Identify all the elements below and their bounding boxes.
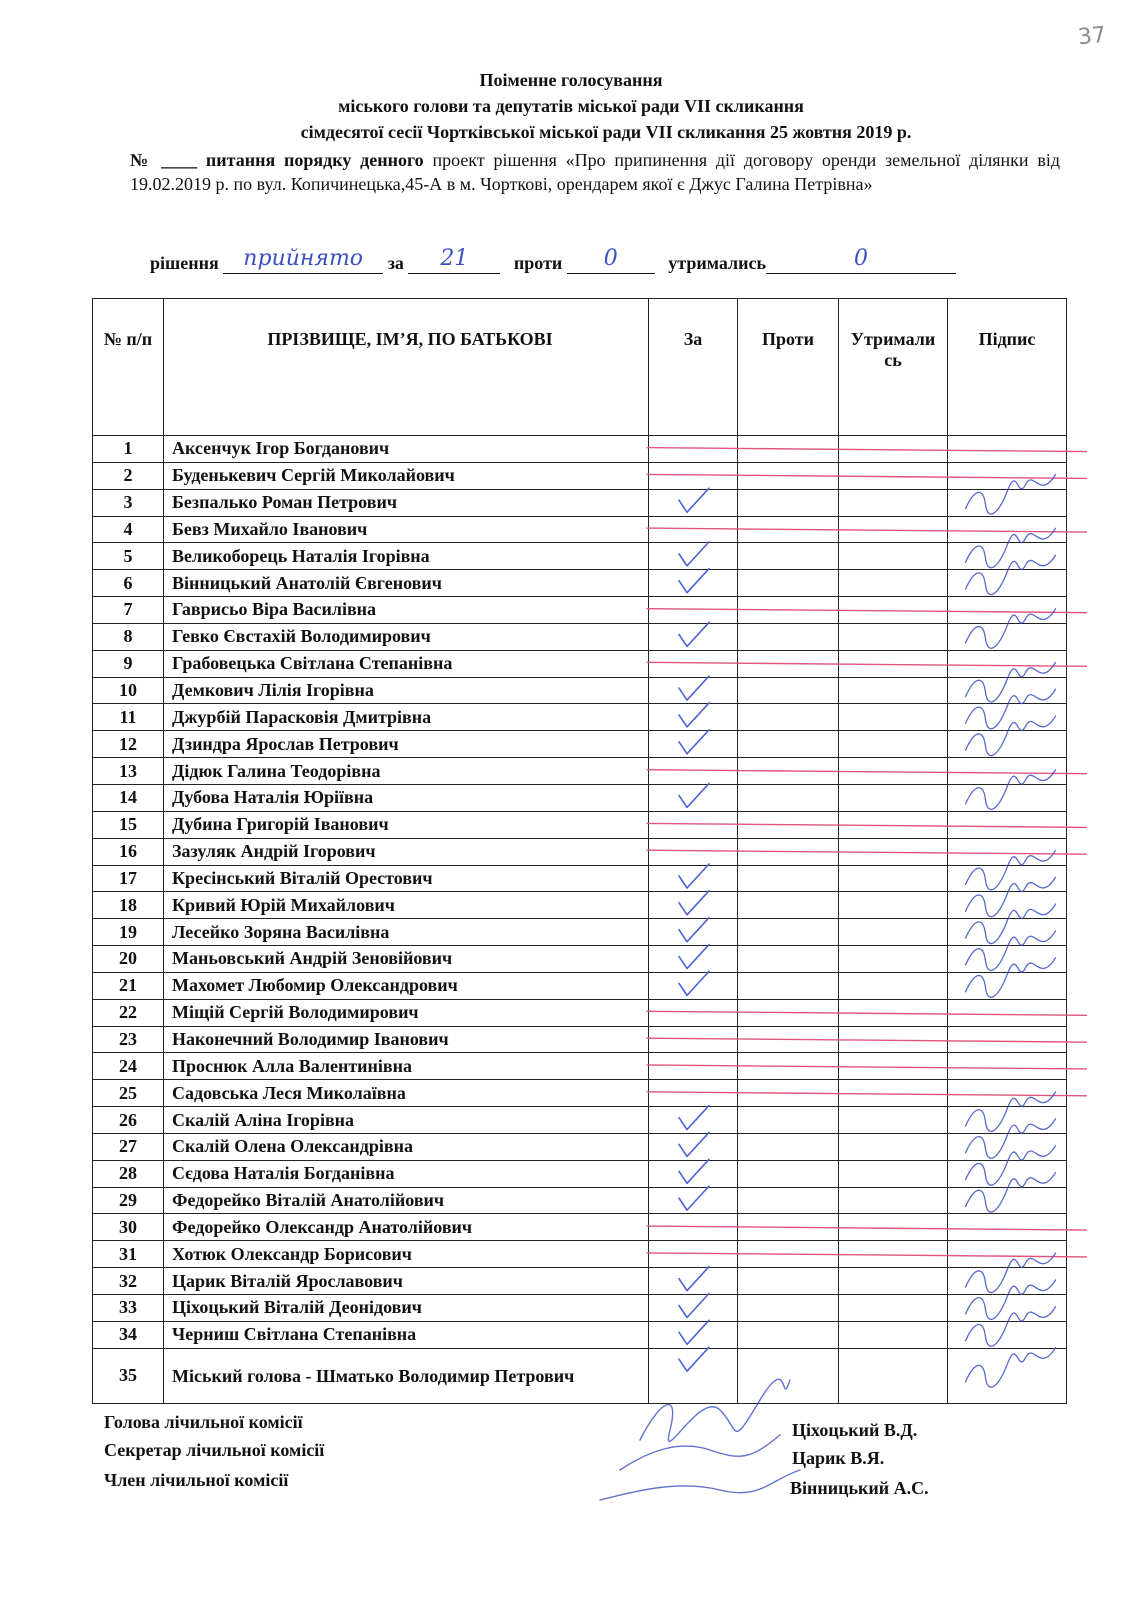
row-for-cell bbox=[649, 972, 738, 999]
table-row bbox=[93, 946, 1067, 973]
row-against-cell bbox=[738, 1295, 839, 1322]
row-abstained-cell bbox=[839, 570, 948, 597]
row-number: 32 bbox=[93, 1268, 164, 1295]
row-signature-cell bbox=[948, 865, 1067, 892]
row-for-cell bbox=[649, 570, 738, 597]
row-for-cell bbox=[649, 1187, 738, 1214]
row-name: Дідюк Галина Теодорівна bbox=[164, 758, 649, 785]
against-count-field bbox=[567, 246, 655, 274]
row-against-cell bbox=[738, 838, 839, 865]
table-row bbox=[93, 892, 1067, 919]
row-number: 16 bbox=[93, 838, 164, 865]
table-row bbox=[93, 516, 1067, 543]
abstained-count-field bbox=[766, 246, 956, 274]
table-row bbox=[93, 1214, 1067, 1241]
row-abstained-cell bbox=[839, 1187, 948, 1214]
row-number: 12 bbox=[93, 731, 164, 758]
row-name: Міщій Сергій Володимирович bbox=[164, 999, 649, 1026]
row-against-cell bbox=[738, 1080, 839, 1107]
row-signature-cell bbox=[948, 838, 1067, 865]
row-signature-cell bbox=[948, 731, 1067, 758]
row-abstained-cell bbox=[839, 731, 948, 758]
row-for-cell bbox=[649, 1241, 738, 1268]
row-name: Вінницький Анатолій Євгенович bbox=[164, 570, 649, 597]
row-name: Джурбій Парасковія Дмитрівна bbox=[164, 704, 649, 731]
row-abstained-cell bbox=[839, 972, 948, 999]
table-row bbox=[93, 784, 1067, 811]
row-for-cell bbox=[649, 489, 738, 516]
row-signature-cell bbox=[948, 623, 1067, 650]
row-number: 25 bbox=[93, 1080, 164, 1107]
row-for-cell bbox=[649, 1107, 738, 1134]
header-num: № п/п bbox=[93, 299, 164, 436]
row-signature-cell bbox=[948, 1026, 1067, 1053]
row-abstained-cell bbox=[839, 838, 948, 865]
row-name: Гевко Євстахій Володимирович bbox=[164, 623, 649, 650]
row-number: 1 bbox=[93, 436, 164, 463]
commission-secretary-label: Секретар лічильної комісії bbox=[104, 1440, 325, 1460]
row-against-cell bbox=[738, 570, 839, 597]
row-for-cell bbox=[649, 811, 738, 838]
row-for-cell bbox=[649, 1268, 738, 1295]
vote-table-body bbox=[93, 436, 1067, 1404]
row-against-cell bbox=[738, 543, 839, 570]
table-row bbox=[93, 1348, 1067, 1403]
row-number: 14 bbox=[93, 784, 164, 811]
row-signature-cell bbox=[948, 1107, 1067, 1134]
table-row bbox=[93, 623, 1067, 650]
row-signature-cell bbox=[948, 892, 1067, 919]
table-row bbox=[93, 1268, 1067, 1295]
row-abstained-cell bbox=[839, 1295, 948, 1322]
row-name: Дубина Григорій Іванович bbox=[164, 811, 649, 838]
row-signature-cell bbox=[948, 946, 1067, 973]
row-for-cell bbox=[649, 946, 738, 973]
row-signature-cell bbox=[948, 919, 1067, 946]
row-signature-cell bbox=[948, 1080, 1067, 1107]
row-signature-cell bbox=[948, 704, 1067, 731]
row-name: Лесейко Зоряна Василівна bbox=[164, 919, 649, 946]
row-signature-cell bbox=[948, 516, 1067, 543]
row-against-cell bbox=[738, 1160, 839, 1187]
row-for-cell bbox=[649, 677, 738, 704]
row-for-cell bbox=[649, 1214, 738, 1241]
row-number: 2 bbox=[93, 462, 164, 489]
header-name: ПРІЗВИЩЕ, ІМ’Я, ПО БАТЬКОВІ bbox=[164, 299, 649, 436]
row-abstained-cell bbox=[839, 1214, 948, 1241]
row-signature-cell bbox=[948, 1241, 1067, 1268]
abstained-label: утримались bbox=[668, 253, 766, 273]
row-against-cell bbox=[738, 784, 839, 811]
row-for-cell bbox=[649, 1321, 738, 1348]
row-against-cell bbox=[738, 1026, 839, 1053]
table-row bbox=[93, 1080, 1067, 1107]
row-number: 21 bbox=[93, 972, 164, 999]
table-row bbox=[93, 1295, 1067, 1322]
row-against-cell bbox=[738, 946, 839, 973]
row-against-cell bbox=[738, 758, 839, 785]
for-count: 21 bbox=[440, 246, 469, 271]
row-abstained-cell bbox=[839, 623, 948, 650]
table-row bbox=[93, 1187, 1067, 1214]
header-against: Проти bbox=[738, 299, 839, 436]
row-name: Великоборець Наталія Ігорівна bbox=[164, 543, 649, 570]
row-number: 9 bbox=[93, 650, 164, 677]
row-number: 11 bbox=[93, 704, 164, 731]
row-name: Федорейко Олександр Анатолійович bbox=[164, 1214, 649, 1241]
signature-icon bbox=[620, 1435, 780, 1470]
commission-member-name: Вінницький А.С. bbox=[790, 1478, 929, 1498]
row-signature-cell bbox=[948, 999, 1067, 1026]
row-against-cell bbox=[738, 1348, 839, 1403]
table-row bbox=[93, 543, 1067, 570]
row-against-cell bbox=[738, 462, 839, 489]
row-abstained-cell bbox=[839, 811, 948, 838]
row-against-cell bbox=[738, 436, 839, 463]
row-against-cell bbox=[738, 972, 839, 999]
document-title: Поіменне голосування bbox=[479, 70, 663, 90]
row-against-cell bbox=[738, 811, 839, 838]
row-number: 3 bbox=[93, 489, 164, 516]
table-row bbox=[93, 1026, 1067, 1053]
row-name: Федорейко Віталій Анатолійович bbox=[164, 1187, 649, 1214]
row-abstained-cell bbox=[839, 1053, 948, 1080]
table-row bbox=[93, 489, 1067, 516]
row-for-cell bbox=[649, 1295, 738, 1322]
row-number: 26 bbox=[93, 1107, 164, 1134]
row-name: Аксенчук Ігор Богданович bbox=[164, 436, 649, 463]
row-for-cell bbox=[649, 758, 738, 785]
row-number: 5 bbox=[93, 543, 164, 570]
table-row bbox=[93, 838, 1067, 865]
table-row bbox=[93, 1107, 1067, 1134]
row-against-cell bbox=[738, 731, 839, 758]
table-row bbox=[93, 462, 1067, 489]
table-row bbox=[93, 650, 1067, 677]
row-for-cell bbox=[649, 597, 738, 624]
row-against-cell bbox=[738, 865, 839, 892]
row-for-cell bbox=[649, 436, 738, 463]
row-number: 15 bbox=[93, 811, 164, 838]
row-name: Бевз Михайло Іванович bbox=[164, 516, 649, 543]
decision-result: прийнято bbox=[243, 246, 364, 271]
row-number: 27 bbox=[93, 1133, 164, 1160]
row-name: Черниш Світлана Степанівна bbox=[164, 1321, 649, 1348]
row-against-cell bbox=[738, 1214, 839, 1241]
row-number: 6 bbox=[93, 570, 164, 597]
row-signature-cell bbox=[948, 811, 1067, 838]
table-row bbox=[93, 1321, 1067, 1348]
row-abstained-cell bbox=[839, 1080, 948, 1107]
decision-result-field bbox=[223, 246, 383, 274]
row-abstained-cell bbox=[839, 1026, 948, 1053]
commission-chair-label: Голова лічильної комісії bbox=[104, 1412, 303, 1432]
row-for-cell bbox=[649, 892, 738, 919]
row-signature-cell bbox=[948, 597, 1067, 624]
row-name: Махомет Любомир Олександрович bbox=[164, 972, 649, 999]
row-number: 4 bbox=[93, 516, 164, 543]
row-against-cell bbox=[738, 489, 839, 516]
row-abstained-cell bbox=[839, 462, 948, 489]
row-abstained-cell bbox=[839, 946, 948, 973]
against-count: 0 bbox=[603, 246, 618, 271]
row-name: Міський голова - Шматько Володимир Петрович bbox=[164, 1348, 649, 1403]
commission-chair-name: Ціхоцький В.Д. bbox=[792, 1420, 918, 1440]
vote-table bbox=[92, 298, 1067, 1404]
row-name: Хотюк Олександр Борисович bbox=[164, 1241, 649, 1268]
row-against-cell bbox=[738, 1107, 839, 1134]
row-abstained-cell bbox=[839, 650, 948, 677]
agenda-item-text: проект рішення «Про припинення дії договору оренди земельної ділянки від 19.02.2019 р. по вул. Копичинецька,45-А в м. Чорткові, орендарем якої є Джус Галина Петрівна» bbox=[130, 150, 1060, 194]
row-signature-cell bbox=[948, 1214, 1067, 1241]
row-number: 30 bbox=[93, 1214, 164, 1241]
row-abstained-cell bbox=[839, 999, 948, 1026]
row-for-cell bbox=[649, 919, 738, 946]
row-number: 20 bbox=[93, 946, 164, 973]
commission-secretary-name: Царик В.Я. bbox=[792, 1448, 885, 1468]
row-for-cell bbox=[649, 623, 738, 650]
row-for-cell bbox=[649, 1080, 738, 1107]
row-for-cell bbox=[649, 865, 738, 892]
row-name: Дзиндра Ярослав Петрович bbox=[164, 731, 649, 758]
row-abstained-cell bbox=[839, 436, 948, 463]
row-against-cell bbox=[738, 999, 839, 1026]
row-for-cell bbox=[649, 1053, 738, 1080]
row-number: 24 bbox=[93, 1053, 164, 1080]
row-signature-cell bbox=[948, 1295, 1067, 1322]
row-name: Дубова Наталія Юріївна bbox=[164, 784, 649, 811]
row-abstained-cell bbox=[839, 543, 948, 570]
row-name: Демкович Лілія Ігорівна bbox=[164, 677, 649, 704]
signature-icon bbox=[600, 1470, 800, 1500]
row-signature-cell bbox=[948, 1268, 1067, 1295]
row-for-cell bbox=[649, 704, 738, 731]
row-signature-cell bbox=[948, 677, 1067, 704]
row-for-cell bbox=[649, 1133, 738, 1160]
table-row bbox=[93, 1241, 1067, 1268]
row-name: Зазуляк Андрій Ігорович bbox=[164, 838, 649, 865]
table-row bbox=[93, 972, 1067, 999]
row-signature-cell bbox=[948, 570, 1067, 597]
row-name: Садовська Леся Миколаївна bbox=[164, 1080, 649, 1107]
table-row bbox=[93, 597, 1067, 624]
row-against-cell bbox=[738, 892, 839, 919]
row-against-cell bbox=[738, 1187, 839, 1214]
table-header-row bbox=[93, 299, 1067, 436]
row-signature-cell bbox=[948, 972, 1067, 999]
row-name: Грабовецька Світлана Степанівна bbox=[164, 650, 649, 677]
row-signature-cell bbox=[948, 650, 1067, 677]
for-count-field bbox=[408, 246, 500, 274]
row-for-cell bbox=[649, 516, 738, 543]
row-number: 8 bbox=[93, 623, 164, 650]
row-abstained-cell bbox=[839, 1241, 948, 1268]
row-signature-cell bbox=[948, 462, 1067, 489]
row-signature-cell bbox=[948, 436, 1067, 463]
row-abstained-cell bbox=[839, 758, 948, 785]
row-against-cell bbox=[738, 516, 839, 543]
row-signature-cell bbox=[948, 1348, 1067, 1403]
table-row bbox=[93, 811, 1067, 838]
row-for-cell bbox=[649, 462, 738, 489]
row-name: Царик Віталій Ярославович bbox=[164, 1268, 649, 1295]
row-abstained-cell bbox=[839, 892, 948, 919]
header-abstained: Утримались bbox=[839, 299, 948, 436]
row-name: Скалій Олена Олександрівна bbox=[164, 1133, 649, 1160]
row-name: Кресінський Віталій Орестович bbox=[164, 865, 649, 892]
row-number: 19 bbox=[93, 919, 164, 946]
row-against-cell bbox=[738, 1241, 839, 1268]
decision-line bbox=[150, 246, 956, 274]
row-name: Маньовський Андрій Зеновійович bbox=[164, 946, 649, 973]
row-against-cell bbox=[738, 1321, 839, 1348]
row-number: 31 bbox=[93, 1241, 164, 1268]
row-against-cell bbox=[738, 919, 839, 946]
row-for-cell bbox=[649, 784, 738, 811]
row-abstained-cell bbox=[839, 704, 948, 731]
table-row bbox=[93, 758, 1067, 785]
row-for-cell bbox=[649, 1026, 738, 1053]
row-abstained-cell bbox=[839, 1348, 948, 1403]
row-abstained-cell bbox=[839, 1160, 948, 1187]
against-label: проти bbox=[513, 253, 563, 273]
document-subtitle: міського голови та депутатів міської ради VII скликання bbox=[338, 96, 804, 116]
table-row bbox=[93, 1133, 1067, 1160]
row-number: 18 bbox=[93, 892, 164, 919]
table-row bbox=[93, 1053, 1067, 1080]
row-signature-cell bbox=[948, 489, 1067, 516]
row-signature-cell bbox=[948, 784, 1067, 811]
table-row bbox=[93, 999, 1067, 1026]
row-for-cell bbox=[649, 838, 738, 865]
row-abstained-cell bbox=[839, 516, 948, 543]
table-row bbox=[93, 919, 1067, 946]
for-label: за bbox=[387, 253, 404, 273]
row-abstained-cell bbox=[839, 919, 948, 946]
row-name: Безпалько Роман Петрович bbox=[164, 489, 649, 516]
row-number: 35 bbox=[93, 1348, 164, 1403]
table-row bbox=[93, 865, 1067, 892]
table-row bbox=[93, 704, 1067, 731]
abstained-count: 0 bbox=[854, 246, 868, 271]
header-for: За bbox=[649, 299, 738, 436]
row-for-cell bbox=[649, 543, 738, 570]
table-row bbox=[93, 731, 1067, 758]
row-signature-cell bbox=[948, 543, 1067, 570]
row-against-cell bbox=[738, 677, 839, 704]
row-number: 22 bbox=[93, 999, 164, 1026]
row-against-cell bbox=[738, 1133, 839, 1160]
row-for-cell bbox=[649, 650, 738, 677]
row-abstained-cell bbox=[839, 1107, 948, 1134]
row-signature-cell bbox=[948, 758, 1067, 785]
row-for-cell bbox=[649, 999, 738, 1026]
row-number: 7 bbox=[93, 597, 164, 624]
row-name: Кривий Юрій Михайлович bbox=[164, 892, 649, 919]
row-against-cell bbox=[738, 704, 839, 731]
agenda-item-prefix: № ____ питання порядку денного bbox=[130, 150, 424, 170]
row-name: Гаврисьо Віра Василівна bbox=[164, 597, 649, 624]
row-for-cell bbox=[649, 1348, 738, 1403]
row-signature-cell bbox=[948, 1321, 1067, 1348]
row-against-cell bbox=[738, 1268, 839, 1295]
header-signature: Підпис bbox=[948, 299, 1067, 436]
row-name: Ціхоцький Віталій Деонідович bbox=[164, 1295, 649, 1322]
row-abstained-cell bbox=[839, 1321, 948, 1348]
table-row bbox=[93, 677, 1067, 704]
row-name: Сєдова Наталія Богданівна bbox=[164, 1160, 649, 1187]
row-against-cell bbox=[738, 650, 839, 677]
row-abstained-cell bbox=[839, 865, 948, 892]
commission-member-label: Член лічильної комісії bbox=[104, 1470, 289, 1490]
row-name: Скалій Аліна Ігорівна bbox=[164, 1107, 649, 1134]
row-abstained-cell bbox=[839, 784, 948, 811]
row-abstained-cell bbox=[839, 1133, 948, 1160]
row-abstained-cell bbox=[839, 677, 948, 704]
table-row bbox=[93, 570, 1067, 597]
decision-label: рішення bbox=[150, 253, 219, 273]
session-line: сімдесятої сесії Чортківської міської ради VII скликання 25 жовтня 2019 р. bbox=[300, 122, 912, 142]
row-number: 34 bbox=[93, 1321, 164, 1348]
row-signature-cell bbox=[948, 1160, 1067, 1187]
table-row bbox=[93, 1160, 1067, 1187]
row-signature-cell bbox=[948, 1133, 1067, 1160]
row-number: 29 bbox=[93, 1187, 164, 1214]
page-number: 37 bbox=[1076, 22, 1108, 51]
row-number: 28 bbox=[93, 1160, 164, 1187]
row-for-cell bbox=[649, 1160, 738, 1187]
row-number: 23 bbox=[93, 1026, 164, 1053]
row-name: Проснюк Алла Валентинівна bbox=[164, 1053, 649, 1080]
row-name: Наконечний Володимир Іванович bbox=[164, 1026, 649, 1053]
row-abstained-cell bbox=[839, 489, 948, 516]
row-for-cell bbox=[649, 731, 738, 758]
table-row bbox=[93, 436, 1067, 463]
row-signature-cell bbox=[948, 1053, 1067, 1080]
row-number: 17 bbox=[93, 865, 164, 892]
row-against-cell bbox=[738, 597, 839, 624]
row-number: 13 bbox=[93, 758, 164, 785]
agenda-item bbox=[130, 148, 1060, 196]
row-abstained-cell bbox=[839, 597, 948, 624]
row-number: 33 bbox=[93, 1295, 164, 1322]
row-name: Буденькевич Сергій Миколайович bbox=[164, 462, 649, 489]
row-abstained-cell bbox=[839, 1268, 948, 1295]
row-against-cell bbox=[738, 623, 839, 650]
row-number: 10 bbox=[93, 677, 164, 704]
row-signature-cell bbox=[948, 1187, 1067, 1214]
row-against-cell bbox=[738, 1053, 839, 1080]
